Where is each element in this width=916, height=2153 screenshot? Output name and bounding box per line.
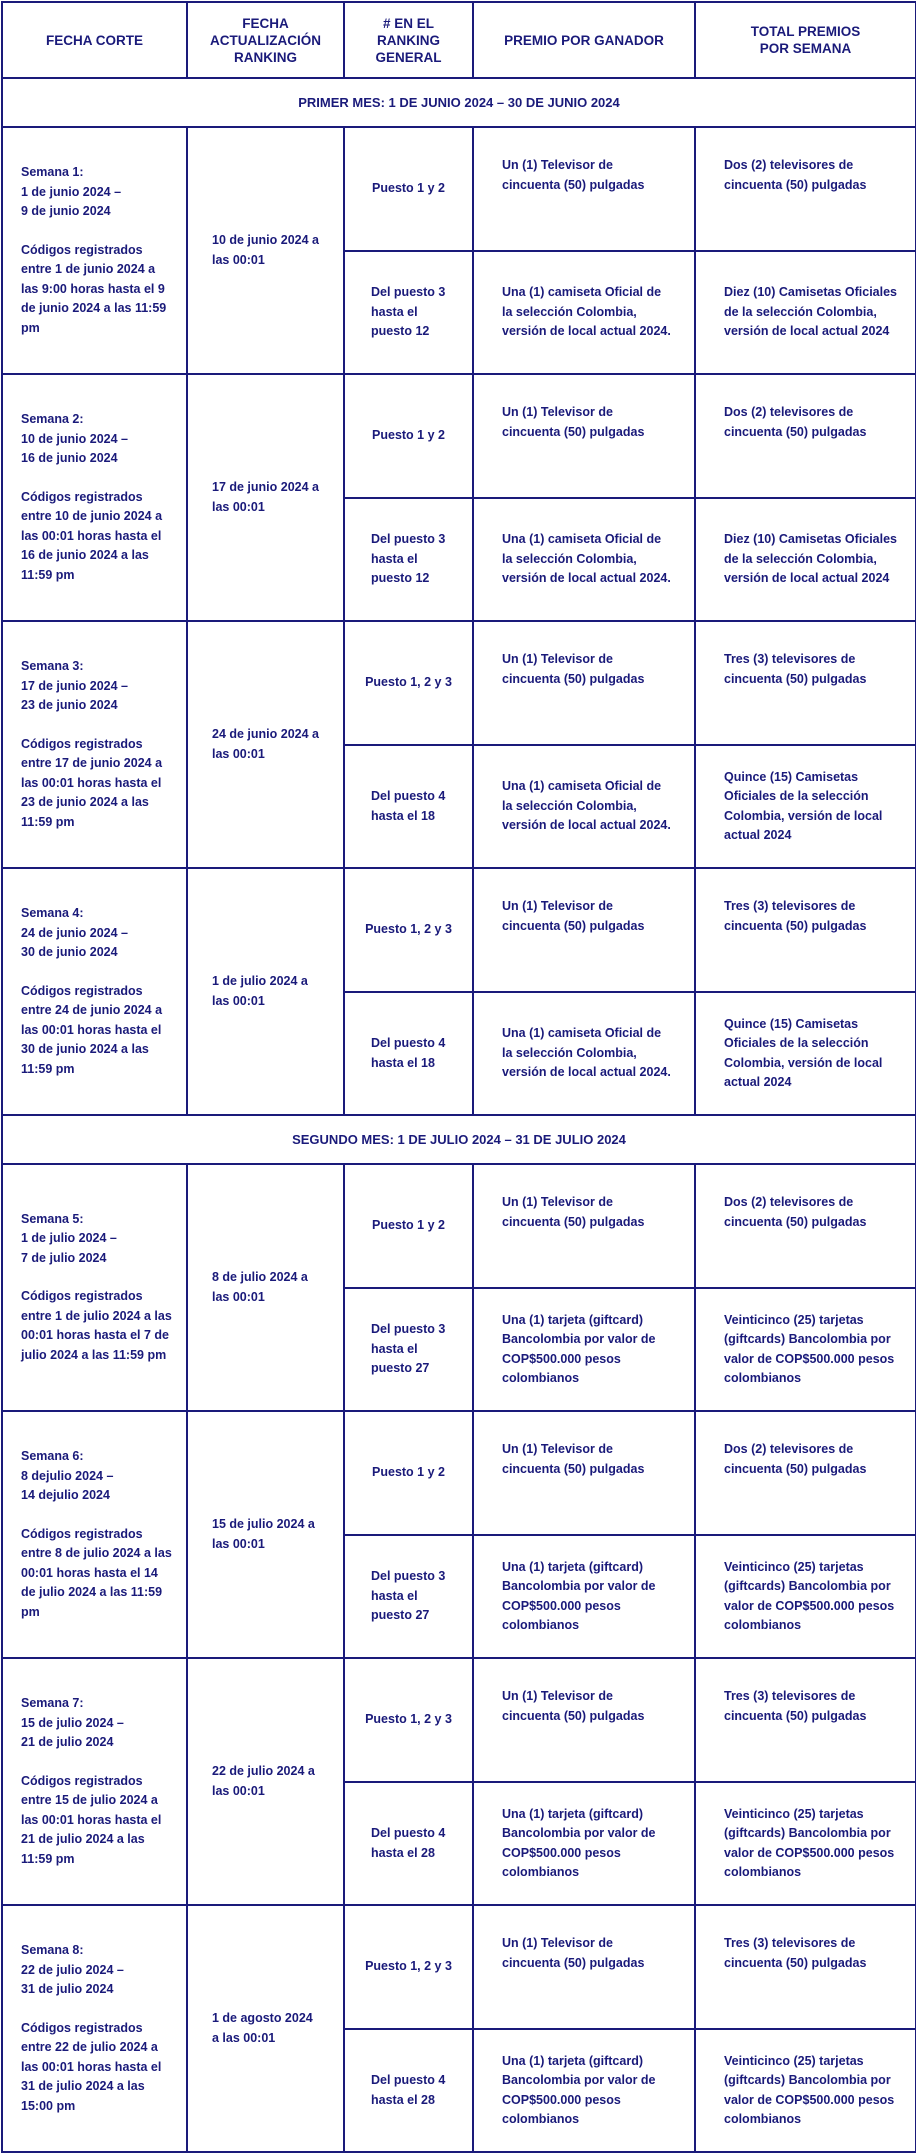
header-line: TOTAL PREMIOS [750,24,861,39]
prize-text: Un (1) Televisor de cincuenta (50) pulgadas [502,1689,645,1723]
rank-range-text: Del puesto 4 hasta el 18 [371,789,446,823]
week-row-top [2,374,916,498]
ranking-update-text: 15 de julio 2024 a las 00:01 [212,1517,315,1551]
spacer [21,222,172,241]
prize-per-winner-bottom [473,1288,695,1411]
week-range-start: 22 de julio 2024 – [21,1962,124,1977]
week-row-top [2,127,916,251]
prize-text: Un (1) Televisor de cincuenta (50) pulgadas [502,1442,645,1476]
rank-range-top [344,1411,473,1535]
prize-per-winner-bottom [473,498,695,621]
week-codes-window: Códigos registrados entre 15 de julio 2024 a las 00:01 horas hasta el 21 de julio 2024 a las 11:59 pm [21,1773,162,1866]
week-range-start: 8 dejulio 2024 – [21,1468,114,1483]
month-heading-text: PRIMER MES: 1 DE JUNIO 2024 – 30 DE JUNIO 2024 [298,94,620,110]
week-title: Semana 5: [21,1211,84,1226]
week-row-top [2,621,916,745]
prize-text: Un (1) Televisor de cincuenta (50) pulgadas [502,652,645,686]
ranking-update-date [187,127,344,374]
total-text: Diez (10) Camisetas Oficiales de la selección Colombia, versión de local actual 2024 [724,532,897,586]
total-text: Veinticinco (25) tarjetas (giftcards) Bancolombia por valor de COP$500.000 pesos colombianos [724,1312,895,1385]
rank-range-bottom [344,251,473,374]
week-codes-window: Códigos registrados entre 8 de julio 2024 a las 00:01 horas hasta el 14 de julio 2024 a las 11:59 pm [21,1526,172,1619]
week-cutoff-cell [2,374,187,621]
header-line: FECHA [242,15,289,31]
prize-text: Un (1) Televisor de cincuenta (50) pulgadas [502,1195,645,1229]
prize-per-winner-bottom [473,2029,695,2152]
week-cutoff-cell [2,1164,187,1411]
month-row [2,1115,916,1164]
week-codes-window: Códigos registrados entre 17 de junio 2024 a las 00:01 horas hasta el 23 de junio 2024 a las 11:59 pm [21,736,163,829]
rank-range-top [344,127,473,251]
total-text: Tres (3) televisores de cincuenta (50) pulgadas [724,1936,867,1970]
total-prizes-bottom [695,2029,916,2152]
spacer [21,1506,172,1525]
week-range-end: 21 de julio 2024 [21,1735,114,1749]
prize-per-winner-top [473,1411,695,1535]
header-premio-por-ganador [473,2,695,78]
header-fecha-actualizacion [187,2,344,78]
header-total-premios [695,2,916,78]
header-row [2,2,916,78]
total-prizes-bottom [695,251,916,374]
ranking-update-text: 1 de agosto 2024 a las 00:01 [212,2011,313,2045]
ranking-update-text: 17 de junio 2024 a las 00:01 [212,480,319,514]
total-prizes-bottom [695,498,916,621]
week-range-start: 24 de junio 2024 – [21,925,128,940]
ranking-update-date [187,1411,344,1658]
week-codes-window: Códigos registrados entre 24 de junio 2024 a las 00:01 horas hasta el 30 de junio 2024 a las 11:59 pm [21,983,163,1076]
rank-range-text: Del puesto 4 hasta el 18 [371,1036,446,1070]
rank-range-text: Puesto 1 y 2 [372,1465,445,1480]
prize-table [1,1,916,2153]
prize-text: Un (1) Televisor de cincuenta (50) pulgadas [502,405,645,439]
header-line: RANKING [234,49,297,65]
prize-per-winner-bottom [473,251,695,374]
rank-range-bottom [344,1535,473,1658]
header-line: FECHA CORTE [46,32,143,48]
week-range-start: 10 de junio 2024 – [21,431,128,446]
prize-per-winner-top [473,1164,695,1288]
total-prizes-top [695,374,916,498]
week-title: Semana 7: [21,1696,84,1710]
prize-per-winner-top [473,621,695,745]
week-cutoff-cell [2,1905,187,2152]
week-range-end: 23 de junio 2024 [21,698,118,712]
total-prizes-bottom [695,1288,916,1411]
week-range-end: 14 dejulio 2024 [21,1488,110,1502]
header-line: PREMIO POR GANADOR [504,32,664,48]
ranking-update-date [187,1164,344,1411]
rank-range-bottom [344,745,473,868]
spacer [21,716,172,735]
week-range-start: 17 de junio 2024 – [21,678,128,693]
rank-range-text: Del puesto 4 hasta el 28 [371,2073,446,2107]
header-line: # EN EL [382,15,434,31]
prize-text: Una (1) tarjeta (giftcard) Bancolombia por valor de COP$500.000 pesos colombianos [502,2053,656,2126]
month-heading [2,78,916,127]
prize-text: Un (1) Televisor de cincuenta (50) pulgadas [502,1936,645,1970]
prize-text: Una (1) tarjeta (giftcard) Bancolombia por valor de COP$500.000 pesos colombianos [502,1312,656,1385]
week-range-start: 1 de junio 2024 – [21,184,122,199]
prize-per-winner-bottom [473,1782,695,1905]
week-range-end: 9 de junio 2024 [21,204,111,218]
month-heading-text: SEGUNDO MES: 1 DE JULIO 2024 – 31 DE JULIO 2024 [292,1131,626,1147]
total-prizes-top [695,127,916,251]
ranking-update-date [187,374,344,621]
header-line: ACTUALIZACIÓN [210,32,321,48]
spacer [21,1753,172,1772]
week-row-top [2,1905,916,2029]
ranking-update-date [187,621,344,868]
total-prizes-top [695,868,916,992]
rank-range-top [344,1905,473,2029]
rank-range-text: Del puesto 4 hasta el 28 [371,1826,446,1860]
week-range-start: 15 de julio 2024 – [21,1715,124,1730]
rank-range-text: Puesto 1, 2 y 3 [365,1712,452,1727]
rank-range-text: Del puesto 3 hasta el puesto 27 [371,1569,446,1623]
ranking-update-text: 1 de julio 2024 a las 00:01 [212,974,308,1008]
prize-per-winner-top [473,374,695,498]
rank-range-text: Puesto 1 y 2 [372,181,445,196]
rank-range-top [344,1164,473,1288]
spacer [21,963,172,982]
total-text: Dos (2) televisores de cincuenta (50) pulgadas [724,158,867,192]
week-range-end: 16 de junio 2024 [21,451,118,465]
ranking-update-date [187,868,344,1115]
rank-range-text: Puesto 1, 2 y 3 [365,1959,452,1974]
week-codes-window: Códigos registrados entre 22 de julio 2024 a las 00:01 horas hasta el 31 de julio 2024 a las 15:00 pm [21,2020,162,2113]
header-fecha-corte [2,2,187,78]
rank-range-bottom [344,498,473,621]
ranking-update-date [187,1905,344,2152]
week-title: Semana 2: [21,412,84,426]
header-line: POR SEMANA [759,41,852,56]
total-text: Dos (2) televisores de cincuenta (50) pulgadas [724,1442,867,1476]
week-title: Semana 1: [21,165,84,179]
rank-range-text: Del puesto 3 hasta el puesto 12 [371,532,446,586]
week-title: Semana 3: [21,659,84,673]
total-prizes-bottom [695,1535,916,1658]
total-text: Veinticinco (25) tarjetas (giftcards) Bancolombia por valor de COP$500.000 pesos colombianos [724,2053,895,2126]
prize-text: Una (1) camiseta Oficial de la selección Colombia, versión de local actual 2024. [502,532,671,586]
prize-per-winner-top [473,1905,695,2029]
total-text: Dos (2) televisores de cincuenta (50) pulgadas [724,405,867,439]
total-text: Tres (3) televisores de cincuenta (50) pulgadas [724,899,867,933]
week-row-top [2,1658,916,1782]
week-codes-window: Códigos registrados entre 1 de julio 2024 a las 00:01 horas hasta el 7 de julio 2024 a las 11:59 pm [21,1289,172,1362]
week-title: Semana 8: [21,1943,84,1957]
rank-range-bottom [344,992,473,1115]
week-codes-window: Códigos registrados entre 1 de junio 2024 a las 9:00 horas hasta el 9 de junio 2024 a las 11:59 pm [21,242,167,335]
rank-range-text: Puesto 1, 2 y 3 [365,922,452,937]
total-prizes-top [695,1411,916,1535]
prize-text: Una (1) tarjeta (giftcard) Bancolombia por valor de COP$500.000 pesos colombianos [502,1806,656,1879]
rank-range-top [344,621,473,745]
week-range-start: 1 de julio 2024 – [21,1231,117,1246]
week-cutoff-cell [2,1658,187,1905]
week-row-top [2,1164,916,1288]
total-text: Tres (3) televisores de cincuenta (50) pulgadas [724,1689,867,1723]
ranking-update-text: 8 de julio 2024 a las 00:01 [212,1270,308,1304]
week-range-end: 30 de junio 2024 [21,945,118,959]
spacer [21,2000,172,2019]
prize-per-winner-top [473,127,695,251]
prize-per-winner-top [473,1658,695,1782]
header-ranking-general [344,2,473,78]
week-cutoff-cell [2,621,187,868]
prize-text: Un (1) Televisor de cincuenta (50) pulgadas [502,899,645,933]
total-text: Veinticinco (25) tarjetas (giftcards) Bancolombia por valor de COP$500.000 pesos colombianos [724,1806,895,1879]
total-prizes-bottom [695,745,916,868]
total-text: Diez (10) Camisetas Oficiales de la selección Colombia, versión de local actual 2024 [724,285,897,339]
rank-range-top [344,1658,473,1782]
total-prizes-top [695,1658,916,1782]
week-codes-window: Códigos registrados entre 10 de junio 2024 a las 00:01 horas hasta el 16 de junio 2024 a las 11:59 pm [21,489,163,582]
prize-text: Una (1) camiseta Oficial de la selección Colombia, versión de local actual 2024. [502,285,671,339]
prize-text: Una (1) tarjeta (giftcard) Bancolombia por valor de COP$500.000 pesos colombianos [502,1559,656,1632]
week-cutoff-cell [2,1411,187,1658]
header-line: GENERAL [375,49,442,65]
prize-per-winner-top [473,868,695,992]
rank-range-text: Puesto 1, 2 y 3 [365,675,452,690]
total-text: Dos (2) televisores de cincuenta (50) pulgadas [724,1195,867,1229]
rank-range-bottom [344,1288,473,1411]
rank-range-text: Del puesto 3 hasta el puesto 12 [371,285,446,339]
total-text: Quince (15) Camisetas Oficiales de la selección Colombia, versión de local actual 2024 [724,1016,883,1089]
total-text: Tres (3) televisores de cincuenta (50) pulgadas [724,652,867,686]
week-cutoff-cell [2,127,187,374]
total-prizes-top [695,1164,916,1288]
rank-range-text: Puesto 1 y 2 [372,428,445,443]
prize-per-winner-bottom [473,745,695,868]
total-prizes-bottom [695,1782,916,1905]
spacer [21,1268,172,1287]
ranking-update-text: 10 de junio 2024 a las 00:01 [212,233,319,267]
total-prizes-bottom [695,992,916,1115]
total-text: Veinticinco (25) tarjetas (giftcards) Bancolombia por valor de COP$500.000 pesos colombianos [724,1559,895,1632]
rank-range-text: Puesto 1 y 2 [372,1218,445,1233]
week-row-top [2,1411,916,1535]
header-line: RANKING [377,32,440,48]
week-range-end: 31 de julio 2024 [21,1982,114,1996]
ranking-update-date [187,1658,344,1905]
month-heading [2,1115,916,1164]
prize-text: Un (1) Televisor de cincuenta (50) pulgadas [502,158,645,192]
rank-range-top [344,868,473,992]
rank-range-bottom [344,1782,473,1905]
week-cutoff-cell [2,868,187,1115]
ranking-update-text: 22 de julio 2024 a las 00:01 [212,1764,315,1798]
total-prizes-top [695,1905,916,2029]
rank-range-text: Del puesto 3 hasta el puesto 27 [371,1322,446,1376]
total-text: Quince (15) Camisetas Oficiales de la selección Colombia, versión de local actual 2024 [724,769,883,842]
prize-text: Una (1) camiseta Oficial de la selección Colombia, versión de local actual 2024. [502,1026,671,1080]
ranking-update-text: 24 de junio 2024 a las 00:01 [212,727,319,761]
prize-text: Una (1) camiseta Oficial de la selección Colombia, versión de local actual 2024. [502,779,671,833]
week-row-top [2,868,916,992]
prize-schedule [1,1,915,2153]
rank-range-top [344,374,473,498]
prize-per-winner-bottom [473,992,695,1115]
spacer [21,469,172,488]
week-title: Semana 6: [21,1449,84,1463]
week-title: Semana 4: [21,906,84,920]
week-range-end: 7 de julio 2024 [21,1250,107,1265]
month-row [2,78,916,127]
prize-per-winner-bottom [473,1535,695,1658]
total-prizes-top [695,621,916,745]
rank-range-bottom [344,2029,473,2152]
